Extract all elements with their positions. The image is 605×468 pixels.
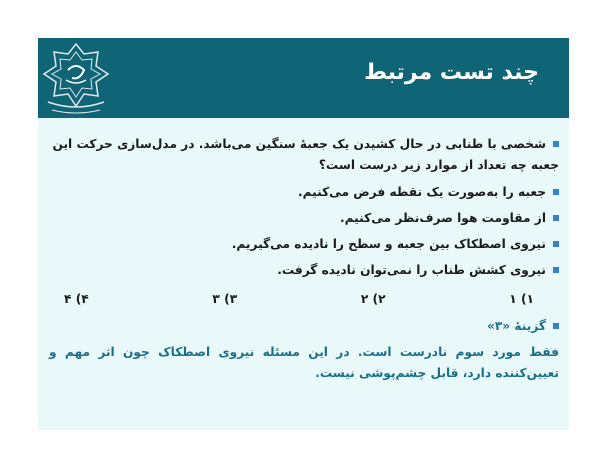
question-item	[49, 134, 559, 176]
option-2: ۲) ۲	[360, 292, 386, 306]
bullet-icon	[553, 323, 559, 329]
answer-options	[64, 292, 534, 306]
slide-header	[38, 38, 569, 118]
answer-explanation: فقط مورد سوم نادرست است. در این مسئله نیروی اصطکاک چون اثر مهم و تعیین‌کننده دارد، قابل چشم‌پوشی نیست.	[49, 345, 559, 380]
statement-item	[49, 208, 559, 229]
bullet-icon	[553, 141, 559, 147]
statement-3: نیروی اصطکاک بین جعبه و سطح را نادیده می‌گیریم.	[231, 237, 546, 251]
answer-item	[49, 316, 559, 337]
statement-1: جعبه را به‌صورت یک نقطه فرض می‌کنیم.	[297, 185, 546, 199]
organization-logo-icon	[40, 40, 112, 116]
statement-4: نیروی کشش طناب را نمی‌توان نادیده گرفت.	[277, 263, 546, 277]
slide	[38, 38, 569, 430]
bullet-icon	[553, 215, 559, 221]
statement-item	[49, 260, 559, 281]
slide-title: چند تست مرتبط	[364, 60, 539, 85]
option-4: ۴) ۴	[64, 292, 89, 306]
statement-item	[49, 234, 559, 255]
bullet-icon	[553, 267, 559, 273]
option-3: ۳) ۳	[212, 292, 238, 306]
answer-label: گزینهٔ «۳»	[486, 319, 546, 333]
statement-item	[49, 182, 559, 203]
bullet-icon	[553, 241, 559, 247]
question-text: شخصی با طنابی در حال کشیدن یک جعبهٔ سنگین می‌باشد. در مدل‌سازی حرکت این جعبه چه تعداد از موارد زیر درست است؟	[52, 137, 559, 172]
slide-content	[38, 124, 569, 430]
option-1: ۱) ۱	[509, 292, 534, 306]
statement-2: از مقاومت هوا صرف‌نظر می‌کنیم.	[340, 211, 546, 225]
bullet-icon	[553, 189, 559, 195]
